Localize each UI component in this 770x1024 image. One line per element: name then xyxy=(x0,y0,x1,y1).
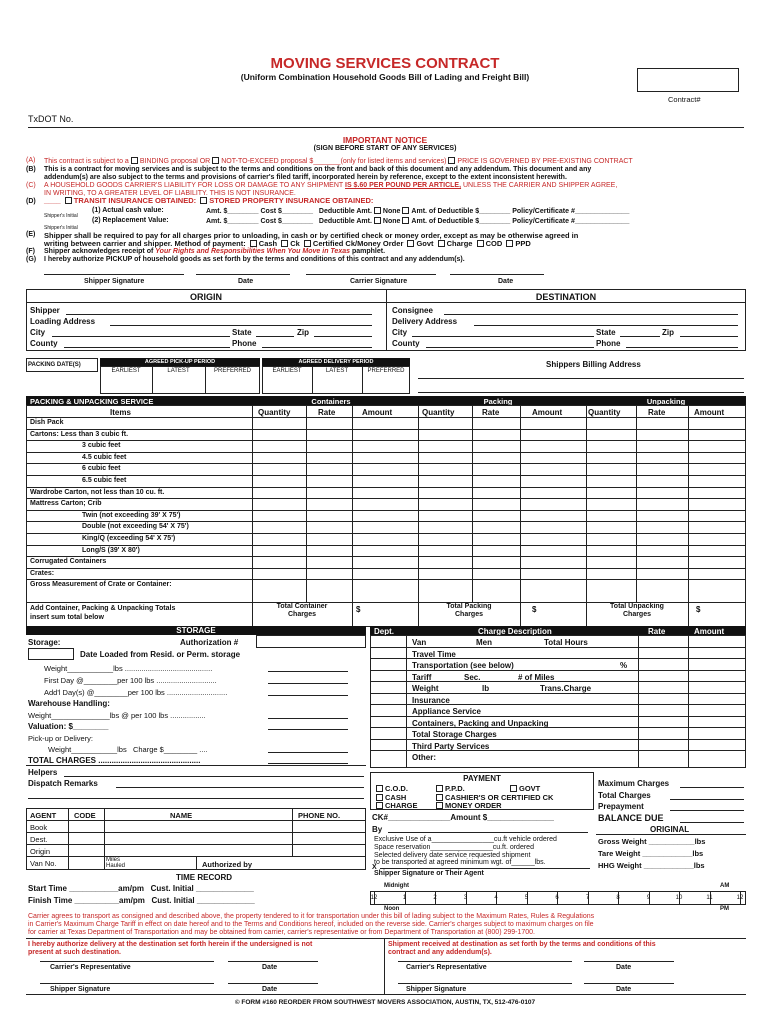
tariff-label: Tariff xyxy=(412,673,432,682)
agent-header: AGENT xyxy=(30,811,57,820)
origin-county-label: County xyxy=(30,339,58,348)
origin-zip-label: Zip xyxy=(297,328,309,337)
storage-weight-row: Weight___________lbs .......................................... xyxy=(44,664,213,673)
contract-label: Contract# xyxy=(668,95,701,104)
cont-amount-col: Amount xyxy=(362,408,393,417)
pickup-earliest: EARLIEST xyxy=(111,368,141,374)
shipper-initial-2: Shipper's Initial xyxy=(44,225,78,231)
origin-shipper-field[interactable] xyxy=(66,314,372,315)
billing-address-label: Shippers Billing Address xyxy=(546,360,641,369)
auth-delivery-2: present at such destination. xyxy=(28,949,121,956)
notice-c4: IN WRITING, TO A GREATER LEVEL OF LIABILITY. THIS IS NOT INSURANCE. xyxy=(44,190,296,197)
footer-date-1: Date xyxy=(262,964,278,971)
total-unpacking-charges: Charges xyxy=(622,611,651,618)
time-tick: 4 xyxy=(494,895,498,901)
midnight-label: Midnight xyxy=(384,883,409,889)
none-checkbox-2[interactable] xyxy=(374,217,381,224)
pack-row-label: Crates: xyxy=(30,569,55,577)
appliance-label: Appliance Service xyxy=(412,707,481,716)
lb-label: lb xyxy=(482,684,490,693)
selected-row-2: to be transported at agreed minimum wgt. of______lbs. xyxy=(374,859,546,866)
letter-c: (C) xyxy=(26,182,36,189)
repl-amounts: Amt. $________ Cost $________ Deductible Amt. None Amt. of Deductible $________ Policy/Certificate #______________ xyxy=(206,218,630,225)
notice-e2: writing between carrier and shipper. Method of payment: Cash Ck Certified Ck/Money Order Govt Charge COD PPD xyxy=(44,239,531,248)
total-charges-summary: Total Charges xyxy=(598,791,651,800)
notice-b1: This is a contract for moving services and is subject to the terms and conditions on the front and back of this document and any addendum. This document and any xyxy=(44,166,592,173)
storage-header: STORAGE xyxy=(26,626,366,635)
pack-row-label: 6.5 cubic feet xyxy=(82,477,127,484)
binding-checkbox[interactable] xyxy=(131,157,138,164)
dest-zip-label: Zip xyxy=(662,328,674,337)
time-tick: 10 xyxy=(675,895,683,901)
notice-a: This contract is subject to a BINDING proposal OR NOT-TO-EXCEED proposal $_______(only for listed items and services) PRICE IS GOVERNED BY PRE-EXISTING CONTRACT xyxy=(44,158,633,165)
total-container-label: Total Container xyxy=(276,603,328,610)
origin-row: Origin xyxy=(30,847,51,856)
stored-ins-checkbox[interactable] xyxy=(200,197,207,204)
first-day-row: First Day @________per 100 lbs ............................. xyxy=(44,676,217,685)
cpu-label: Containers, Packing and Unpacking xyxy=(412,719,549,728)
hhg-row: HHG Weight ____________lbs xyxy=(598,861,705,870)
travel-time-label: Travel Time xyxy=(412,650,456,659)
page-title: MOVING SERVICES CONTRACT xyxy=(270,55,500,72)
origin-shipper-label: Shipper xyxy=(30,306,60,315)
origin-city-field[interactable] xyxy=(52,336,230,337)
weight-label: Weight xyxy=(412,684,439,693)
storage-charges-label: Total Storage Charges xyxy=(412,730,497,739)
wh-weight-row: Weight______________lbs @ per 100 lbs ................. xyxy=(28,711,206,720)
shipper-agent-sig: Shipper Signature or Their Agent xyxy=(374,870,484,877)
container-dollar: $ xyxy=(356,605,361,614)
letter-d: (D) xyxy=(26,198,36,205)
acv-amounts: Amt. $________ Cost $________ Deductible Amt. None Amt. of Deductible $________ Policy/Certificate #______________ xyxy=(206,208,630,215)
origin-city-label: City xyxy=(30,328,46,337)
pack-row-label: 4.5 cubic feet xyxy=(82,453,127,461)
pack-row-label: Wardrobe Carton, not less than 10 cu. ft. xyxy=(30,488,165,496)
x-mark: X xyxy=(372,864,377,871)
van-no-label: Van No. xyxy=(30,859,57,868)
letter-b: (B) xyxy=(26,166,36,173)
date-loaded-field[interactable] xyxy=(28,648,74,660)
pack-row-label: King/Q (exceeding 54' X 75') xyxy=(82,535,176,542)
contract-number-field[interactable] xyxy=(637,68,739,92)
auth-delivery-1: I hereby authorize delivery at the destination set forth herein if the undersigned is not xyxy=(28,941,313,948)
balance-due-label: BALANCE DUE xyxy=(598,813,664,823)
miles-label-2: Hauled xyxy=(106,863,126,869)
time-tick: 6 xyxy=(555,895,559,901)
total-unpacking-label: Total Unpacking xyxy=(610,603,664,610)
pay-cash-checkbox[interactable] xyxy=(250,240,257,247)
book-row: Book xyxy=(30,823,48,832)
delivery-address-label: Delivery Address xyxy=(392,317,458,326)
carrier-rep-label-1: Carrier's Representative xyxy=(50,964,131,971)
carrier-rep-label-2: Carrier's Representative xyxy=(406,964,487,971)
packing-col-header: Packing xyxy=(483,397,513,406)
destination-title: DESTINATION xyxy=(535,292,597,302)
dest-county-label: County xyxy=(392,339,420,348)
notice-b2: addendum(s) are also subject to the terms and provisions of carrier's filed tariff, incorporated herein by reference, except to the extent inconsistent herewith. xyxy=(44,174,567,181)
pickup-weight-row: Weight___________lbs Charge $________ .... xyxy=(48,745,208,754)
money-order-option[interactable]: MONEY ORDER xyxy=(434,801,502,810)
letter-f: (F) xyxy=(26,248,35,255)
received-1: Shipment received at destination as set forth by the terms and conditions of this xyxy=(388,941,656,948)
notice-sub: (SIGN BEFORE START OF ANY SERVICES) xyxy=(313,145,457,152)
delivery-address-field[interactable] xyxy=(474,325,738,326)
pack-row-label: Gross Measurement of Crate or Container: xyxy=(30,581,172,589)
items-col: Items xyxy=(110,408,131,417)
unpack-amount-col: Amount xyxy=(694,408,725,417)
total-hours-label: Total Hours xyxy=(544,638,588,647)
packing-dates-label: PACKING DATE(S) xyxy=(28,362,81,368)
transit-ins-checkbox[interactable] xyxy=(65,197,72,204)
origin-phone-label: Phone xyxy=(232,339,257,348)
rate-header: Rate xyxy=(648,627,666,636)
time-tick: 7 xyxy=(585,895,590,901)
pickup-latest: LATEST xyxy=(167,368,190,374)
pack-row-label: Twin (not exceeding 39' X 75') xyxy=(82,511,181,519)
time-tick: 9 xyxy=(646,895,651,901)
addl-day-row: Add'l Day(s) @________per 100 lbs ............................. xyxy=(44,688,228,697)
footer-date-3: Date xyxy=(262,986,278,993)
txdot-label: TxDOT No. xyxy=(28,114,74,124)
time-tick: 1 xyxy=(402,895,407,901)
gross-row: Gross Weight ___________lbs xyxy=(598,837,706,846)
dest-phone-label: Phone xyxy=(596,339,621,348)
notice-c: A HOUSEHOLD GOODS CARRIER'S LIABILITY FOR LOSS OR DAMAGE TO ANY SHIPMENT IS $.60 PER POUND PER ARTICLE, UNLESS THE CARRIER AND SHIPPER AGREE, xyxy=(44,182,618,189)
pack-row-label: Double (not exceeding 54' X 75') xyxy=(82,523,189,531)
helpers-label: Helpers xyxy=(28,768,58,777)
footer-date-4: Date xyxy=(616,986,632,993)
deductible-checkbox-1[interactable] xyxy=(402,207,409,214)
shipper-sig-label-2: Shipper Signature xyxy=(406,986,467,993)
other-label: Other: xyxy=(412,753,436,762)
pay-ppd-checkbox[interactable] xyxy=(506,240,513,247)
authorized-by-label: Authorized by xyxy=(202,860,252,869)
footer-date-2: Date xyxy=(616,964,632,971)
third-party-label: Third Party Services xyxy=(412,742,490,751)
pay-cert-checkbox[interactable] xyxy=(304,240,311,247)
total-packing-label: Total Packing xyxy=(446,603,492,610)
pack-row-label: Cartons: Less than 3 cubic ft. xyxy=(30,430,129,438)
am-label: AM xyxy=(720,883,730,889)
consignee-field[interactable] xyxy=(444,314,738,315)
phone-header: PHONE NO. xyxy=(298,811,341,820)
time-tick: 11 xyxy=(706,895,713,901)
origin-title: ORIGIN xyxy=(189,292,222,302)
pack-row-label: 6 cubic feet xyxy=(82,465,121,473)
pack-row-label: Dish Pack xyxy=(30,419,64,426)
amount-header: Amount xyxy=(694,627,725,636)
delivery-earliest: EARLIEST xyxy=(272,368,302,374)
pre-existing-checkbox[interactable] xyxy=(448,157,455,164)
authorization-field[interactable] xyxy=(256,635,366,648)
repl-row: (2) Replacement Value: xyxy=(92,217,169,224)
transportation-label: Transportation (see below) xyxy=(412,661,514,670)
pack-rate-col: Rate xyxy=(482,408,500,417)
cod-option[interactable]: C.O.D. xyxy=(374,784,408,793)
pack-row-label: Corrugated Containers xyxy=(30,558,107,566)
total-container-charges: Charges xyxy=(287,611,316,618)
insert-sum-label: insert sum total below xyxy=(30,614,104,621)
tare-row: Tare Weight ____________lbs xyxy=(598,849,704,858)
total-charges-label: TOTAL CHARGES .............................................. xyxy=(28,756,201,765)
unpacking-dollar: $ xyxy=(696,605,701,614)
pack-row-label: 3 cubic feet xyxy=(82,442,121,450)
govt-option[interactable]: GOVT xyxy=(508,784,540,793)
origin-state-label: State xyxy=(232,328,252,337)
valuation-row: Valuation: $________ xyxy=(28,722,109,731)
dispatch-remarks-label: Dispatch Remarks xyxy=(28,779,98,788)
date-label-2: Date xyxy=(498,278,514,285)
dest-city-label: City xyxy=(392,328,408,337)
cont-qty-col: Quantity xyxy=(258,408,291,417)
miles-label: # of Miles xyxy=(518,673,555,682)
charge-desc-header: Charge Description xyxy=(478,627,552,636)
prepayment-label: Prepayment xyxy=(598,802,644,811)
pack-row-label: Long/S (39' X 80') xyxy=(82,546,140,554)
warehouse-handling-label: Warehouse Handling: xyxy=(28,699,110,708)
pack-amount-col: Amount xyxy=(532,408,563,417)
shipper-sig-label-1: Shipper Signature xyxy=(50,986,111,993)
notice-f: Shipper acknowledges receipt of Your Rights and Responsibilities When You Move in Texas pamphlet. xyxy=(44,248,386,255)
ck-row: CK#______________Amount $_______________ xyxy=(372,813,554,822)
loading-address-field[interactable] xyxy=(110,325,372,326)
time-tick: 5 xyxy=(524,895,529,901)
packing-header: PACKING & UNPACKING SERVICE xyxy=(30,397,154,406)
noon-label: Noon xyxy=(384,906,400,912)
delivery-latest: LATEST xyxy=(325,368,349,374)
payment-title: PAYMENT xyxy=(463,774,501,783)
dest-state-label: State xyxy=(596,328,616,337)
dept-header: Dept. xyxy=(374,627,394,636)
letter-e: (E) xyxy=(26,231,36,238)
start-time-row: Start Time ___________am/pm Cust. Initial _____________ xyxy=(28,884,254,893)
shipper-initial-1: Shipper's Initial xyxy=(44,213,78,219)
received-2: contract and any addendum(s). xyxy=(388,949,492,956)
terms-line-1: Carrier agrees to transport as consigned and described above, the property tendered to it for transportation under this bill of lading subject to the Maximum Rates, Rules & Regulations xyxy=(28,913,595,920)
deductible-checkbox-2[interactable] xyxy=(402,217,409,224)
form-reorder: © FORM #160 REORDER FROM SOUTHWEST MOVERS ASSOCIATION, AUSTIN, TX, 512-476-0107 xyxy=(234,999,536,1006)
pickup-period-header: AGREED PICK-UP PERIOD xyxy=(100,358,260,366)
terms-line-2: in Carrier's Maximum Charge Tariff in effect on date hereof and to the Terms and Conditions hereof, included on the reverse side. Carrier's charges subject to maximum charges on file xyxy=(28,921,594,928)
letter-g: (G) xyxy=(26,256,37,263)
time-tick: 3 xyxy=(463,895,468,901)
acv-row: (1) Actual cash value: xyxy=(92,207,164,214)
pay-charge-checkbox[interactable] xyxy=(438,240,445,247)
unpack-qty-col: Quantity xyxy=(588,408,621,417)
code-header: CODE xyxy=(74,811,96,820)
cashiers-option[interactable]: CASHIER'S OR CERTIFIED CK xyxy=(434,793,553,802)
time-tick: 2 xyxy=(433,895,437,901)
pack-qty-col: Quantity xyxy=(422,408,455,417)
carrier-signature-label: Carrier Signature xyxy=(350,278,408,285)
charge-option[interactable]: CHARGE xyxy=(374,801,418,810)
shipper-signature-label: Shipper Signature xyxy=(84,278,145,285)
name-header: NAME xyxy=(170,811,193,820)
time-tick: 8 xyxy=(616,895,620,901)
add-totals-label: Add Container, Packing & Unpacking Totals xyxy=(30,605,176,612)
exclusive-row: Exclusive Use of a________________cu.ft vehicle ordered xyxy=(374,836,557,843)
pay-ck-checkbox[interactable] xyxy=(281,240,288,247)
percent-label: % xyxy=(620,661,628,670)
notice-title: IMPORTANT NOTICE xyxy=(342,135,428,145)
pay-cod-checkbox[interactable] xyxy=(477,240,484,247)
pm-label: PM xyxy=(720,906,729,912)
packing-dollar: $ xyxy=(532,605,537,614)
notice-g: I hereby authorize PICKUP of household goods as set forth by the terms and conditions of this contract and any addendum(s). xyxy=(44,256,465,263)
pickup-delivery-label: Pick-up or Delivery: xyxy=(28,734,94,743)
pack-row-label: Mattress Carton; Crib xyxy=(30,500,102,508)
consignee-label: Consignee xyxy=(392,306,433,315)
time-record-title: TIME RECORD xyxy=(176,873,232,882)
containers-header: Containers xyxy=(311,397,351,406)
time-tick: 12 xyxy=(370,895,378,901)
page-subtitle: (Uniform Combination Household Goods Bill of Lading and Freight Bill) xyxy=(240,72,530,82)
terms-line-3: for carrier at Texas Department of Transportation and may be obtained from carrier, carrier's representative or from Department of Transportation at (800) 299-1700. xyxy=(28,929,536,936)
pickup-preferred: PREFERRED xyxy=(213,368,251,374)
by-row: By xyxy=(372,825,383,834)
date-loaded-label: Date Loaded from Resid. or Perm. storage xyxy=(80,650,241,659)
cont-rate-col: Rate xyxy=(318,408,336,417)
date-label-1: Date xyxy=(238,278,254,285)
authorization-label: Authorization # xyxy=(180,638,239,647)
unpack-rate-col: Rate xyxy=(648,408,666,417)
finish-time-row: Finish Time __________am/pm Cust. Initial _____________ xyxy=(28,896,255,905)
delivery-period-header: AGREED DELIVERY PERIOD xyxy=(262,358,410,366)
notice-d: ____ TRANSIT INSURANCE OBTAINED: STORED PROPERTY INSURANCE OBTAINED: xyxy=(44,196,374,205)
storage-label: Storage: xyxy=(28,638,61,647)
van-label: Van xyxy=(412,638,427,647)
total-packing-charges: Charges xyxy=(454,611,483,618)
trans-charge-label: Trans.Charge xyxy=(540,684,592,693)
men-label: Men xyxy=(476,638,492,647)
time-tick: 12 xyxy=(736,895,744,901)
ppd-option[interactable]: P.P.D. xyxy=(434,784,465,793)
selected-row-1: Selected delivery date service requested shipment xyxy=(374,852,531,859)
space-row: Space reservation________________cu.ft. ordered xyxy=(374,844,534,851)
cash-option[interactable]: CASH xyxy=(374,793,406,802)
miles-label-1: Miles xyxy=(106,857,121,863)
nte-checkbox[interactable] xyxy=(212,157,219,164)
pay-govt-checkbox[interactable] xyxy=(407,240,414,247)
insurance-label: Insurance xyxy=(412,696,450,705)
loading-address-label: Loading Address xyxy=(30,317,96,326)
unpacking-header: Unpacking xyxy=(646,397,686,406)
delivery-preferred: PREFERRED xyxy=(367,368,405,374)
original-label: ORIGINAL xyxy=(650,825,690,834)
dest-row: Dest. xyxy=(30,835,48,844)
sec-label: Sec. xyxy=(464,673,481,682)
letter-a: (A) xyxy=(26,157,36,164)
none-checkbox-1[interactable] xyxy=(374,207,381,214)
max-charges-label: Maximum Charges xyxy=(598,779,670,788)
notice-e1: Shipper shall be required to pay for all charges prior to unloading, in cash or by certified check or money order, except as may be otherwise agreed in xyxy=(44,231,579,240)
